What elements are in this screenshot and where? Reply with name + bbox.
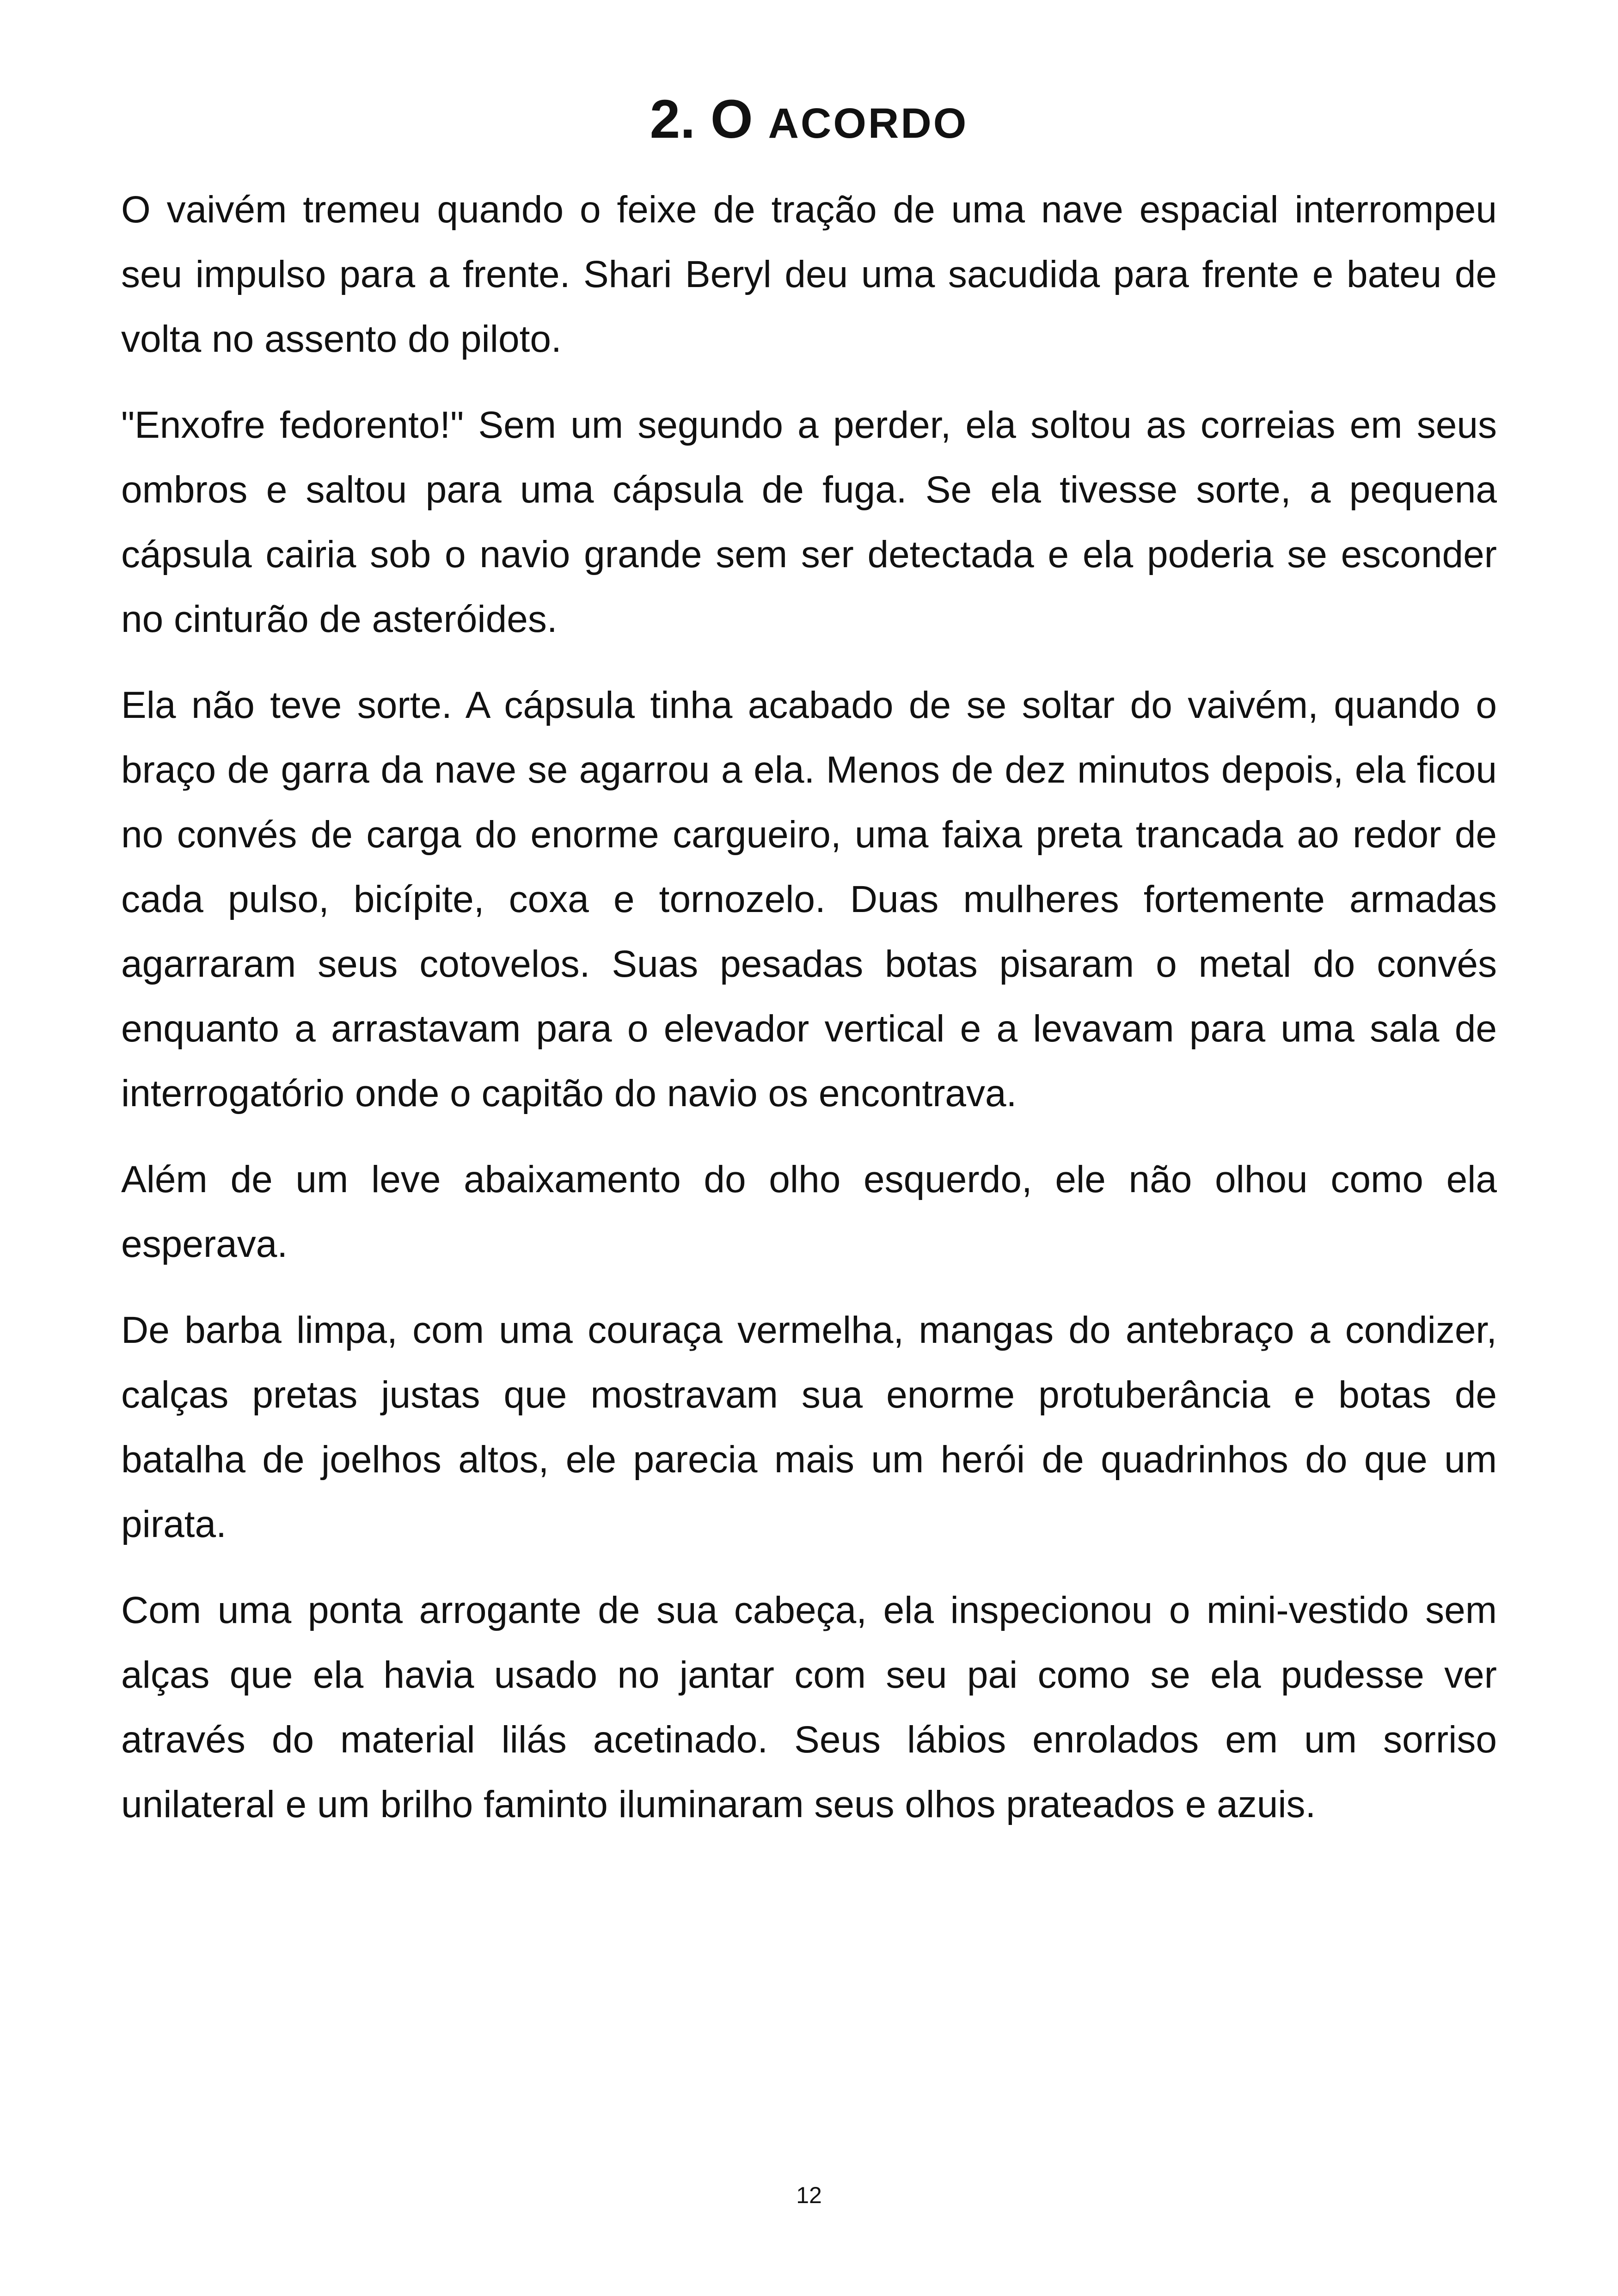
chapter-title	[121, 87, 1497, 153]
page-number: 12	[796, 2182, 822, 2208]
chapter-number: 2. O	[650, 89, 753, 150]
paragraph: Com uma ponta arrogante de sua cabeça, ela inspecionou o mini-vestido sem alças que ela havia usado no jantar com seu pai como se ela pudesse ver através do material lilás acetinado. Seus lábios enrolados em um sorriso unilateral e um brilho faminto iluminaram seus olhos prateados e azuis.	[121, 1589, 1497, 1825]
paragraph: "Enxofre fedorento!" Sem um segundo a perder, ela soltou as correias em seus ombros e saltou para uma cápsula de fuga. Se ela tivesse sorte, a pequena cápsula cairia sob o navio grande sem ser detectada e ela poderia se esconder no cinturão de asteróides.	[121, 404, 1497, 640]
paragraph: De barba limpa, com uma couraça vermelha, mangas do antebraço a condizer, calças pretas justas que mostravam sua enorme protuberância e botas de batalha de joelhos altos, ele parecia mais um herói de quadrinhos do que um pirata.	[121, 1309, 1497, 1545]
page-body	[121, 79, 1497, 1858]
paragraph: Além de um leve abaixamento do olho esquerdo, ele não olhou como ela esperava.	[121, 1158, 1497, 1265]
chapter-title-smallcaps: ACORDO	[768, 100, 968, 147]
paragraph: Ela não teve sorte. A cápsula tinha acabado de se soltar do vaivém, quando o braço de garra da nave se agarrou a ela. Menos de dez minutos depois, ela ficou no convés de carga do enorme cargueiro, uma faixa preta trancada ao redor de cada pulso, bicípite, coxa e tornozelo. Duas mulheres fortemente armadas agarraram seus cotovelos. Suas pesadas botas pisaram o metal do convés enquanto a arrastavam para o elevador vertical e a levavam para uma sala de interrogatório onde o capitão do navio os encontrava.	[121, 684, 1497, 1114]
paragraph: O vaivém tremeu quando o feixe de tração de uma nave espacial interrompeu seu impulso para a frente. Shari Beryl deu uma sacudida para frente e bateu de volta no assento do piloto.	[121, 188, 1497, 360]
